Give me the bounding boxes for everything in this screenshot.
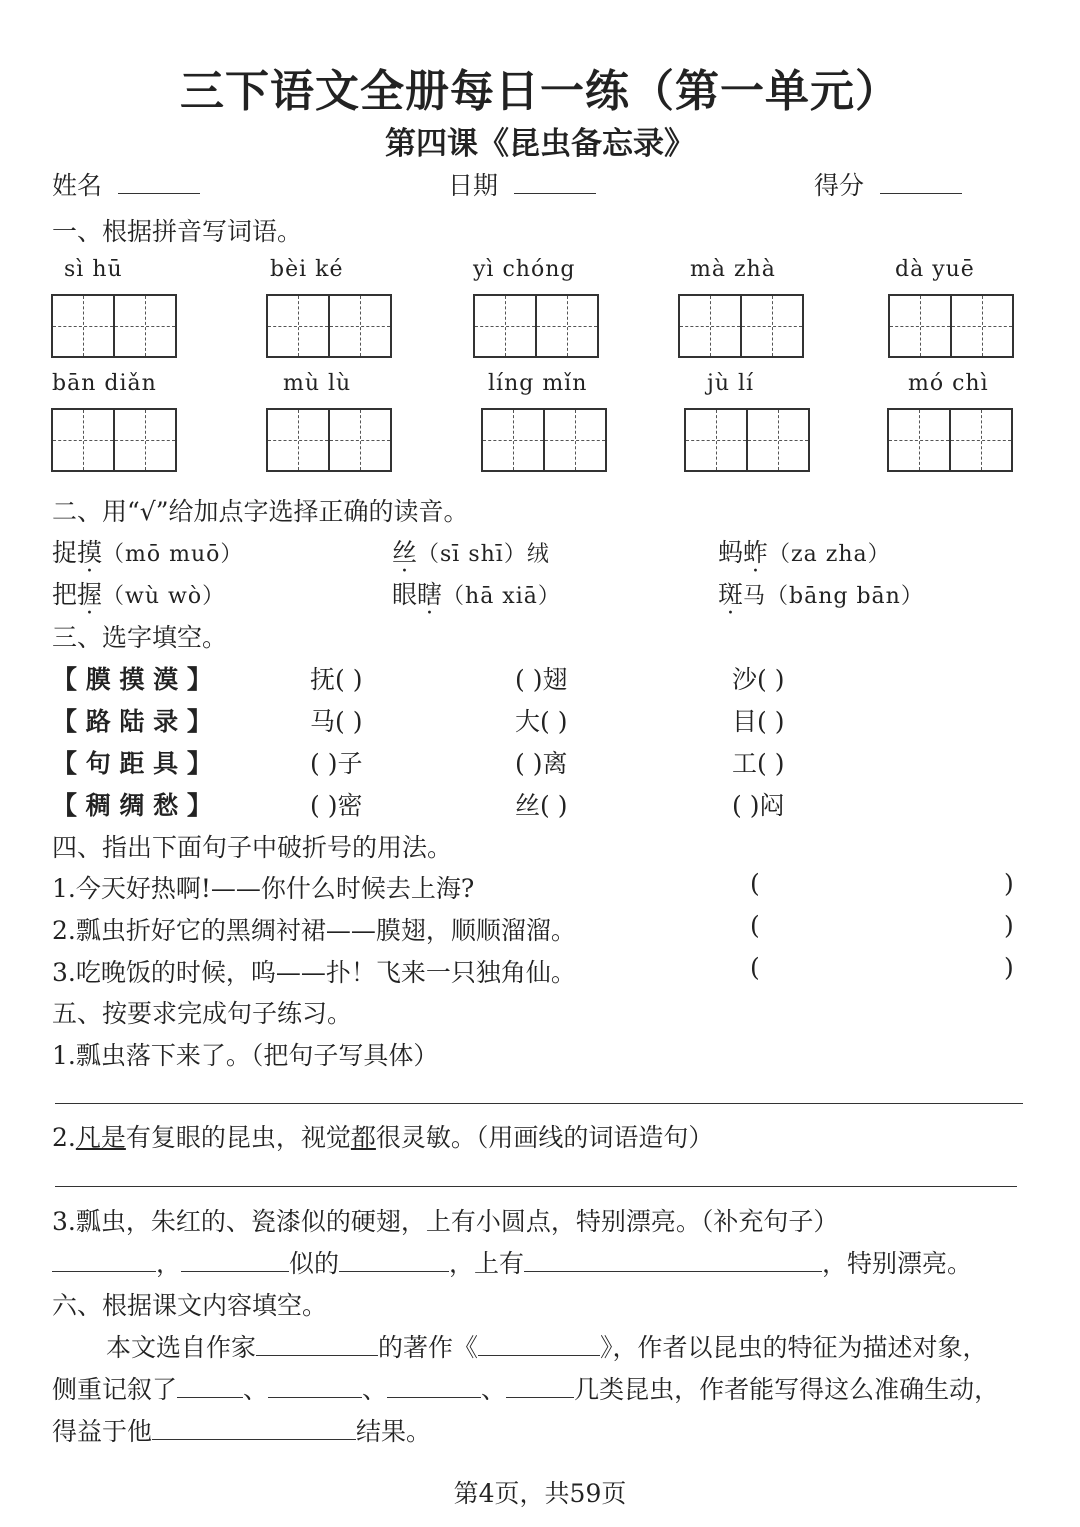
fill-text: ，特别漂亮。 — [822, 1249, 973, 1278]
tianzige-box[interactable] — [684, 408, 810, 472]
reading-item[interactable] — [718, 575, 924, 611]
answer-paren-open[interactable]: ( — [750, 869, 760, 898]
blank[interactable] — [256, 1331, 378, 1356]
fill-text: ，上有 — [449, 1249, 525, 1278]
char: 把 — [52, 580, 78, 609]
reading-item[interactable] — [392, 533, 550, 569]
dash-sentence: 2.瓢虫折好它的黑绸衬裙——膜翅，顺顺溜溜。 — [52, 916, 576, 945]
passage-text: 结果。 — [356, 1417, 432, 1446]
question-number: 2. — [52, 1123, 76, 1152]
reading-options[interactable]: （za zha） — [768, 542, 891, 567]
answer-line[interactable] — [55, 1186, 1017, 1187]
blank[interactable] — [387, 1373, 481, 1398]
char-group: 【 路 陆 录 】 — [52, 707, 212, 736]
tianzige-box[interactable] — [887, 408, 1013, 472]
blank[interactable] — [478, 1331, 600, 1356]
question-5-3: 3.瓢虫，朱红的、瓷漆似的硬翅，上有小圆点，特别漂亮。（补充句子） — [52, 1207, 839, 1236]
pinyin-label: sì hū — [64, 257, 123, 282]
dotted-char: 丝 — [392, 538, 418, 567]
dotted-char: 摸 — [77, 538, 103, 567]
tianzige-box[interactable] — [51, 408, 177, 472]
answer-line[interactable] — [55, 1103, 1023, 1104]
tianzige-box[interactable] — [678, 294, 804, 358]
page-number: 第4页，共59页 — [453, 1479, 627, 1508]
pinyin-label: jù lí — [707, 371, 755, 396]
page-title: 三下语文全册每日一练（第一单元） — [180, 66, 900, 117]
date-blank[interactable] — [514, 169, 596, 194]
pinyin-label: mù lù — [283, 371, 352, 396]
passage-text: 的著作《 — [378, 1333, 479, 1362]
pinyin-label: yì chóng — [473, 257, 576, 282]
fill-blank[interactable]: 沙( ) — [732, 665, 785, 694]
score-blank[interactable] — [880, 169, 962, 194]
pinyin-label: bèi ké — [270, 257, 344, 282]
punct: 、 — [481, 1375, 507, 1404]
blank[interactable] — [52, 1247, 156, 1272]
name-field[interactable] — [52, 166, 200, 202]
tianzige-box[interactable] — [473, 294, 599, 358]
question-5-1: 1.瓢虫落下来了。（把句子写具体） — [52, 1041, 439, 1070]
char: 蚂 — [718, 538, 744, 567]
tianzige-box[interactable] — [266, 408, 392, 472]
blank[interactable] — [268, 1373, 362, 1398]
fill-blank[interactable]: 抚( ) — [310, 665, 363, 694]
passage-text: 侧重记叙了 — [52, 1375, 178, 1404]
reading-options[interactable]: （hā xiā） — [442, 584, 561, 609]
tianzige-box[interactable] — [888, 294, 1014, 358]
pinyin-label: bān diǎn — [52, 371, 157, 396]
char: 捉 — [52, 538, 78, 567]
reading-options[interactable]: （wù wò） — [102, 584, 226, 609]
fill-blank[interactable]: ( )密 — [310, 791, 363, 820]
score-label: 得分 — [814, 171, 865, 200]
passage-line-1[interactable] — [106, 1328, 988, 1364]
reading-options[interactable]: （sī shī）绒 — [417, 542, 550, 567]
fill-blank[interactable]: ( )子 — [310, 749, 363, 778]
dash-sentence: 3.吃晚饭的时候，呜——扑！飞来一只独角仙。 — [52, 958, 576, 987]
blank[interactable] — [506, 1373, 574, 1398]
name-blank[interactable] — [118, 169, 200, 194]
underlined-word: 凡是 — [75, 1123, 126, 1152]
fill-blank[interactable]: 大( ) — [515, 707, 568, 736]
reading-item[interactable] — [52, 533, 243, 569]
fill-blank[interactable]: 丝( ) — [515, 791, 568, 820]
pinyin-label: mà zhà — [690, 257, 776, 282]
dotted-char: 瞎 — [417, 580, 443, 609]
answer-paren-close[interactable]: ) — [1004, 869, 1014, 898]
section2-heading: 二、用“√”给加点字选择正确的读音。 — [52, 497, 469, 526]
question-text: 有复眼的昆虫，视觉 — [125, 1123, 351, 1152]
reading-options[interactable]: （mō muō） — [102, 542, 244, 567]
blank[interactable] — [339, 1247, 449, 1272]
punct: 、 — [243, 1375, 269, 1404]
section6-heading: 六、根据课文内容填空。 — [52, 1291, 328, 1320]
tianzige-box[interactable] — [481, 408, 607, 472]
sentence-fill[interactable] — [52, 1244, 972, 1280]
blank[interactable] — [152, 1415, 356, 1440]
blank[interactable] — [181, 1247, 289, 1272]
question-text: 很灵敏。（用画线的词语造句） — [375, 1123, 714, 1152]
fill-blank[interactable]: 工( ) — [732, 749, 785, 778]
fill-blank[interactable]: ( )离 — [515, 749, 568, 778]
answer-paren-close[interactable]: ) — [1004, 911, 1014, 940]
char-group: 【 句 距 具 】 — [52, 749, 212, 778]
fill-blank[interactable]: ( )闷 — [732, 791, 785, 820]
tianzige-box[interactable] — [266, 294, 392, 358]
char: 眼 — [392, 580, 418, 609]
date-field[interactable] — [448, 166, 596, 202]
underlined-word: 都 — [350, 1123, 376, 1152]
section3-heading: 三、选字填空。 — [52, 623, 228, 652]
punct: 、 — [362, 1375, 388, 1404]
blank[interactable] — [177, 1373, 243, 1398]
punct: ， — [156, 1249, 182, 1278]
passage-line-2[interactable] — [52, 1370, 999, 1406]
tianzige-box[interactable] — [51, 294, 177, 358]
dotted-char: 斑 — [718, 580, 744, 609]
blank[interactable] — [524, 1247, 822, 1272]
char-group: 【 稠 绸 愁 】 — [52, 791, 212, 820]
pinyin-label: mó chì — [908, 371, 989, 396]
fill-blank[interactable]: 目( ) — [732, 707, 785, 736]
passage-text: 得益于他 — [52, 1417, 153, 1446]
char-group: 【 膜 摸 漠 】 — [52, 665, 212, 694]
question-5-2 — [52, 1118, 713, 1154]
answer-paren-open[interactable]: ( — [750, 911, 760, 940]
dash-sentence: 1.今天好热啊!——你什么时候去上海? — [52, 874, 475, 903]
dotted-char: 握 — [77, 580, 103, 609]
pinyin-label: líng mǐn — [488, 371, 588, 396]
passage-line-3[interactable] — [52, 1412, 431, 1448]
reading-item[interactable] — [52, 575, 225, 611]
name-label: 姓名 — [52, 171, 103, 200]
passage-text: 本文选自作家 — [106, 1333, 257, 1362]
passage-text: 几类昆虫，作者能写得这么准确生动， — [574, 1375, 1000, 1404]
pinyin-label: dà yuē — [895, 257, 975, 282]
answer-paren-close[interactable]: ) — [1004, 953, 1014, 982]
fill-blank[interactable]: 马( ) — [310, 707, 363, 736]
passage-text: 》，作者以昆虫的特征为描述对象， — [600, 1333, 988, 1362]
reading-options[interactable]: 马（bāng bān） — [743, 584, 924, 609]
answer-paren-open[interactable]: ( — [750, 953, 760, 982]
date-label: 日期 — [448, 171, 499, 200]
reading-item[interactable] — [392, 575, 561, 611]
section1-heading: 一、根据拼音写词语。 — [52, 217, 303, 246]
fill-blank[interactable]: ( )翅 — [515, 665, 568, 694]
dotted-char: 蚱 — [743, 538, 769, 567]
fill-text: 似的 — [289, 1249, 340, 1278]
lesson-subtitle: 第四课《昆虫备忘录》 — [385, 126, 695, 162]
reading-item[interactable] — [718, 533, 891, 569]
section4-heading: 四、指出下面句子中破折号的用法。 — [52, 833, 453, 862]
score-field[interactable] — [814, 166, 962, 202]
section5-heading: 五、按要求完成句子练习。 — [52, 999, 353, 1028]
